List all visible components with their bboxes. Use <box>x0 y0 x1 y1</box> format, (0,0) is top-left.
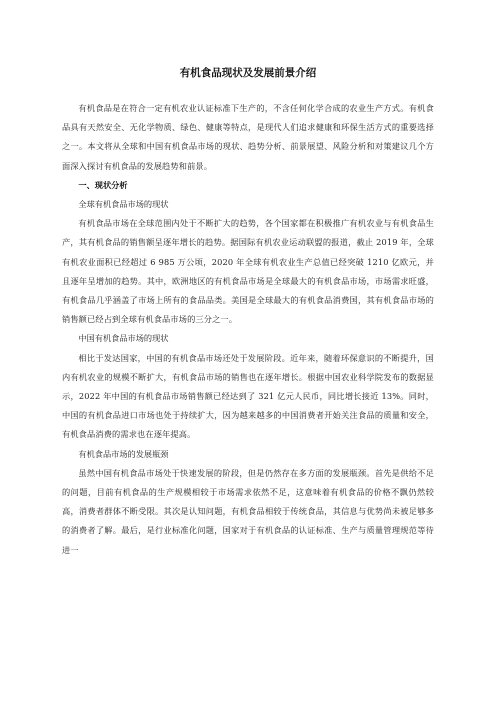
subheading-china-market: 中国有机食品市场的现状 <box>78 333 169 344</box>
paragraph-global-market: 有机食品市场在全球范围内处于不断扩大的趋势，各个国家都在积极推广有机农业与有机食品生产，其有机食品的销售额呈逐年增长的趋势。据国际有机农业运动联盟的报道，截止 2019 年，全球有机农业面积已经超过 6 985 万公顷，2020 年全球有机农业生产总值已经突破 1210 亿欧元，并且逐年呈增加的趋势。其中，欧洲地区的有机食品市场是全球最大的有机食品市场，市场需求旺盛，有机食品几乎涵盖了市场上所有的食品品类。美国是全球最大的有机食品消费国，其有机食品市场的销售额已经占到全球有机食品市场的三分之一。 <box>62 218 434 325</box>
subheading-global-market: 全球有机食品市场的现状 <box>78 199 169 210</box>
paragraph-bottlenecks: 虽然中国有机食品市场处于快速发展的阶段，但是仍然存在多方面的发展瓶颈。首先是供给不足的问题，目前有机食品的生产规模相较于市场需求依然不足，这意味着有机食品的价格不飘仍然较高，消费者群体不断受限。其次是认知问题，有机食品相较于传统食品，其信息与优势尚未被足够多的消费者了解。最后，是行业标准化问题，国家对于有机食品的认证标准、生产与质量管理规范等待进一 <box>62 467 434 555</box>
intro-paragraph: 有机食品是在符合一定有机农业认证标准下生产的，不含任何化学合成的农业生产方式。有机食品具有天然安全、无化学物质、绿色、健康等特点，是现代人们追求健康和环保生活方式的重要选择之一。本文将从全球和中国有机食品市场的现状、趋势分析、前景展望、风险分析和对策建议几个方面深入探讨有机食品的发展趋势和前景。 <box>62 103 434 171</box>
section-heading-status-analysis: 一、现状分析 <box>78 179 128 190</box>
document-page <box>62 66 434 560</box>
subheading-bottlenecks: 有机食品市场的发展瓶颈 <box>78 448 169 459</box>
paragraph-china-market: 相比于发达国家，中国的有机食品市场还处于发展阶段。近年来，随着环保意识的不断提升，国内有机农业的规模不断扩大，有机食品市场的销售也在逐年增长。根据中国农业科学院发布的数据显示，2022 年中国的有机食品市场销售额已经达到了 321 亿元人民币，同比增长接近 13%。同时，中国的有机食品进口市场也处于持续扩大，因为越来越多的中国消费者开始关注食品的质量和安全，有机食品消费的需求也在逐年提高。 <box>62 352 434 440</box>
document-title: 有机食品现状及发展前景介绍 <box>179 67 317 79</box>
